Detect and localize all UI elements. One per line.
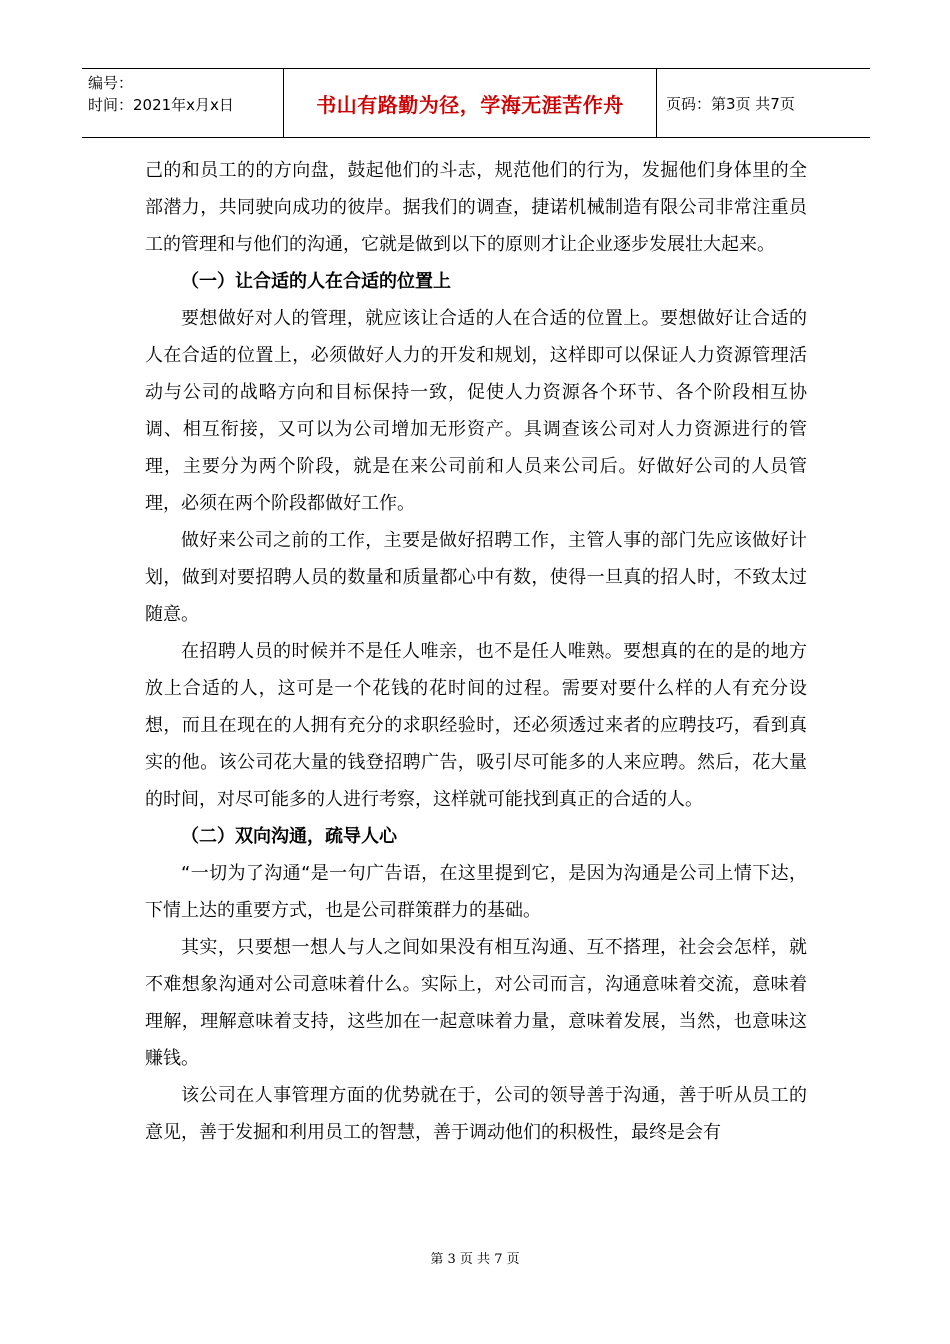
body-paragraph-3: 做好来公司之前的工作，主要是做好招聘工作，主管人事的部门先应该做好计划，做到对要招聘人员的数量和质量都心中有数，使得一旦真的招人时，不致太过随意。 (145, 530, 807, 625)
body-paragraph-4: 在招聘人员的时候并不是任人唯亲，也不是任人唯熟。要想真的在的是的地方放上合适的人，这可是一个花钱的花时间的过程。需要对要什么样的人有充分设想，而且在现在的人拥有充分的求职经验时，还必须透过来者的应聘技巧，看到真实的他。该公司花大量的钱登招聘广告，吸引尽可能多的人来应聘。然后，花大量的时间，对尽可能多的人进行考察，这样就可能找到真正的合适的人。 (145, 641, 807, 810)
body-paragraph-6: 其实，只要想一想人与人之间如果没有相互沟通、互不搭理，社会会怎样，就不难想象沟通对公司意味着什么。实际上，对公司而言，沟通意味着交流，意味着理解，理解意味着支持，这些加在一起意味着力量，意味着发展，当然，也意味这赚钱。 (145, 937, 807, 1069)
body-paragraph-2: 要想做好对人的管理，就应该让合适的人在合适的位置上。要想做好让合适的人在合适的位置上，必须做好人力的开发和规划，这样即可以保证人力资源管理活动与公司的战略方向和目标保持一致，促使人力资源各个环节、各个阶段相互协调、相互衔接，又可以为公司增加无形资产。具调查该公司对人力资源进行的管理，主要分为两个阶段，就是在来公司前和人员来公司后。好做好公司的人员管理，必须在两个阶段都做好工作。 (145, 308, 807, 514)
body-paragraph-7: 该公司在人事管理方面的优势就在于，公司的领导善于沟通，善于听从员工的意见，善于发掘和利用员工的智慧，善于调动他们的积极性，最终是会有 (145, 1085, 807, 1143)
page-footer: 第 3 页 共 7 页 (430, 1252, 520, 1267)
document-body (145, 152, 807, 1151)
header-meta (88, 72, 234, 116)
body-paragraph-1: 己的和员工的的方向盘，鼓起他们的斗志，规范他们的行为，发掘他们身体里的全部潜力，共同驶向成功的彼岸。据我们的调查，捷诺机械制造有限公司非常注重员工的管理和与他们的沟通，它就是做到以下的原则才让企业逐步发展壮大起来。 (145, 160, 807, 255)
page-header (82, 68, 870, 138)
document-date-label: 时间：2021年x月x日 (88, 96, 234, 114)
header-divider-right (656, 69, 657, 137)
section-heading-2: （二）双向沟通，疏导人心 (181, 826, 397, 847)
section-heading-1: （一）让合适的人在合适的位置上 (181, 271, 451, 292)
body-paragraph-5: “一切为了沟通“是一句广告语，在这里提到它，是因为沟通是公司上情下达，下情上达的重要方式，也是公司群策群力的基础。 (145, 863, 807, 921)
header-page-indicator: 页码：第3页 共7页 (666, 94, 795, 113)
document-number-label: 编号： (88, 74, 134, 92)
header-motto: 书山有路勤为径，学海无涯苦作舟 (316, 92, 624, 117)
